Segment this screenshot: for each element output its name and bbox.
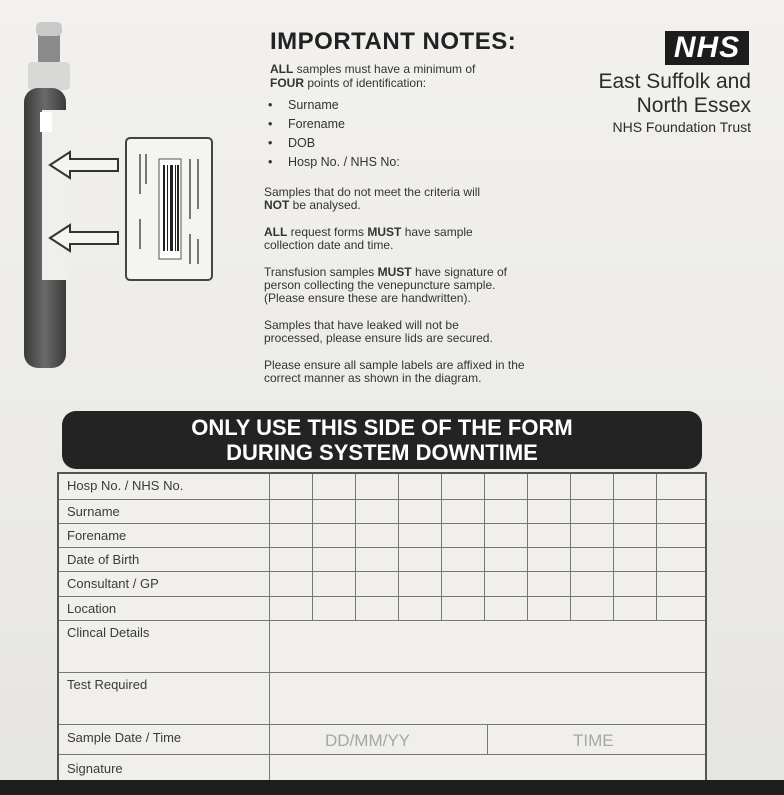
- grid-line: [570, 474, 571, 620]
- downtime-form: [57, 472, 707, 792]
- grid-line: [312, 474, 313, 620]
- row-clinical: [59, 620, 705, 673]
- time-placeholder: TIME: [573, 731, 614, 750]
- org-name-line-3: NHS Foundation Trust: [612, 119, 751, 135]
- note-leaked: Samples that have leaked will not be processed, please ensure lids are secured.: [264, 318, 493, 345]
- test-label: Test Required: [67, 677, 148, 692]
- list-item: • Surname: [268, 98, 339, 112]
- min-line-1: ALL samples must have a minimum of: [270, 62, 476, 76]
- note-transfusion: Transfusion samples MUST have signature of person collecting the venepuncture sample. (Please ensure these are handwritten).: [264, 265, 508, 305]
- org-name-line-1: East Suffolk and: [598, 70, 751, 93]
- date-time-divider: [487, 724, 488, 754]
- grid-line: [613, 474, 614, 620]
- list-item: • Forename: [268, 117, 345, 131]
- location-label: Location: [67, 601, 117, 616]
- row-location: [59, 596, 705, 621]
- notes-title: IMPORTANT NOTES:: [270, 28, 517, 55]
- grid-line: [527, 474, 528, 620]
- banner-line-1: ONLY USE THIS SIDE OF THE FORM: [191, 415, 573, 440]
- identification-list: [262, 96, 582, 172]
- grid-line: [441, 474, 442, 620]
- min-line-2: FOUR points of identification:: [270, 76, 427, 90]
- grid-line: [398, 474, 399, 620]
- row-surname: [59, 499, 705, 524]
- table-edge: [0, 780, 784, 795]
- date-placeholder: DD/MM/YY: [325, 731, 410, 750]
- grid-line: [484, 474, 485, 620]
- grid-line: [355, 474, 356, 620]
- important-notes: [262, 28, 582, 385]
- sample-label-diagram: [125, 137, 213, 281]
- row-forename: [59, 523, 705, 548]
- downtime-banner: [62, 411, 702, 469]
- consultant-label: Consultant / GP: [67, 576, 159, 591]
- row-test: [59, 672, 705, 725]
- hosp-no-label: Hosp No. / NHS No.: [67, 478, 184, 493]
- row-hosp-no: [59, 474, 705, 499]
- sample-date-label: Sample Date / Time: [67, 730, 182, 745]
- forename-label: Forename: [67, 528, 127, 543]
- note-labels: Please ensure all sample labels are affixed in the correct manner as shown in the diagram.: [264, 358, 525, 385]
- label-divider: [269, 474, 270, 790]
- note-request-forms: ALL request forms MUST have sample collection date and time.: [264, 225, 473, 252]
- surname-label: Surname: [67, 504, 120, 519]
- row-consultant: [59, 571, 705, 597]
- row-dob: [59, 547, 705, 572]
- list-item: • DOB: [268, 136, 316, 150]
- row-sample-date: [59, 724, 705, 755]
- clinical-label: Clincal Details: [67, 625, 150, 640]
- org-name-line-2: North Essex: [636, 94, 751, 117]
- signature-label: Signature: [67, 761, 123, 776]
- grid-line: [656, 474, 657, 620]
- nhs-logo: NHS: [665, 31, 749, 65]
- note-criteria: Samples that do not meet the criteria will NOT be analysed.: [264, 185, 481, 212]
- banner-line-2: DURING SYSTEM DOWNTIME: [226, 440, 538, 465]
- list-item: • Hosp No. / NHS No:: [268, 155, 400, 169]
- sample-tube-illustration: [0, 0, 130, 380]
- dob-label: Date of Birth: [67, 552, 140, 567]
